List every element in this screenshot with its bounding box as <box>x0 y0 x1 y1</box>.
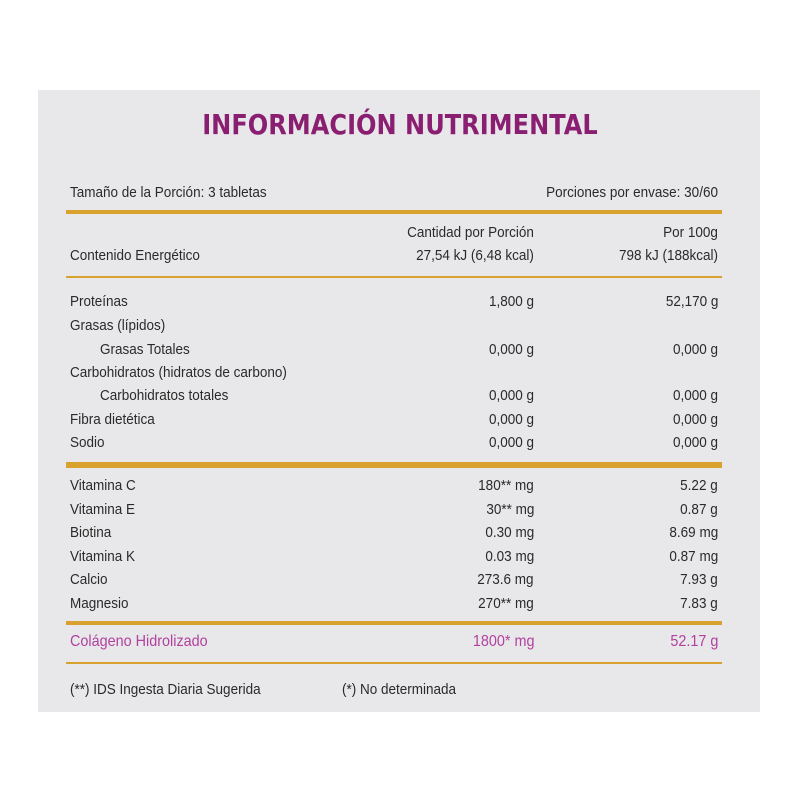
thick-rule-vitamins <box>66 462 722 468</box>
vitamin-label: Vitamina C <box>70 477 136 494</box>
energy-label: Contenido Energético <box>70 247 200 264</box>
footnote-not-determined: (*) No determinada <box>342 681 457 698</box>
vitamin-label: Biotina <box>70 524 112 541</box>
vitamin-serving: 30** mg <box>485 501 534 518</box>
nutrient-serving: 0,000 g <box>488 411 534 428</box>
nutrient-per100: 52,170 g <box>665 293 718 310</box>
nutrient-label: Sodio <box>70 434 105 451</box>
vitamin-per100: 0.87 g <box>680 501 718 518</box>
vitamin-label: Vitamina K <box>70 548 136 565</box>
thick-rule-top <box>66 210 722 214</box>
vitamin-serving: 0.03 mg <box>485 548 534 565</box>
vitamin-per100: 5.22 g <box>680 477 718 494</box>
thick-rule-collagen <box>66 621 722 625</box>
collagen-serving: 1800* mg <box>472 633 534 650</box>
vitamin-per100: 7.93 g <box>680 571 718 588</box>
vitamin-label: Vitamina E <box>70 501 136 518</box>
nutrient-serving: 0,000 g <box>488 434 534 451</box>
nutrient-per100: 0,000 g <box>672 411 718 428</box>
vitamin-serving: 273.6 mg <box>477 571 534 588</box>
nutrient-label: Carbohidratos totales <box>100 387 229 404</box>
nutrient-label: Fibra dietética <box>70 411 155 428</box>
nutrient-serving: 0,000 g <box>488 387 534 404</box>
nutrient-serving: 0,000 g <box>488 341 534 358</box>
vitamin-per100: 0.87 mg <box>669 548 718 565</box>
nutrient-label: Proteínas <box>70 293 128 310</box>
energy-serving: 27,54 kJ (6,48 kcal) <box>416 247 534 264</box>
vitamin-per100: 8.69 mg <box>669 524 718 541</box>
nutrient-label: Grasas Totales <box>100 341 190 358</box>
nutrient-serving: 1,800 g <box>488 293 534 310</box>
serving-size: Tamaño de la Porción: 3 tabletas <box>70 184 267 201</box>
vitamin-label: Magnesio <box>70 595 129 612</box>
nutrient-per100: 0,000 g <box>672 341 718 358</box>
vitamin-label: Calcio <box>70 571 108 588</box>
collagen-per100: 52.17 g <box>669 633 718 650</box>
thin-rule-energy <box>66 276 722 278</box>
column-header-serving: Cantidad por Porción <box>407 224 534 241</box>
nutrient-label: Grasas (lípidos) <box>70 317 166 334</box>
collagen-label: Colágeno Hidrolizado <box>70 633 208 650</box>
nutrient-per100: 0,000 g <box>672 387 718 404</box>
page-title: INFORMACIÓN NUTRIMENTAL <box>202 108 598 141</box>
vitamin-serving: 0.30 mg <box>485 524 534 541</box>
thin-rule-bottom <box>66 662 722 664</box>
nutrient-per100: 0,000 g <box>672 434 718 451</box>
vitamin-serving: 270** mg <box>478 595 534 612</box>
column-header-100g: Por 100g <box>663 224 718 241</box>
vitamin-per100: 7.83 g <box>680 595 718 612</box>
vitamin-serving: 180** mg <box>478 477 534 494</box>
servings-per-container: Porciones por envase: 30/60 <box>546 184 718 201</box>
footnote-ids: (**) IDS Ingesta Diaria Sugerida <box>70 681 261 698</box>
energy-100g: 798 kJ (188kcal) <box>618 247 718 264</box>
nutrient-label: Carbohidratos (hidratos de carbono) <box>70 364 287 381</box>
